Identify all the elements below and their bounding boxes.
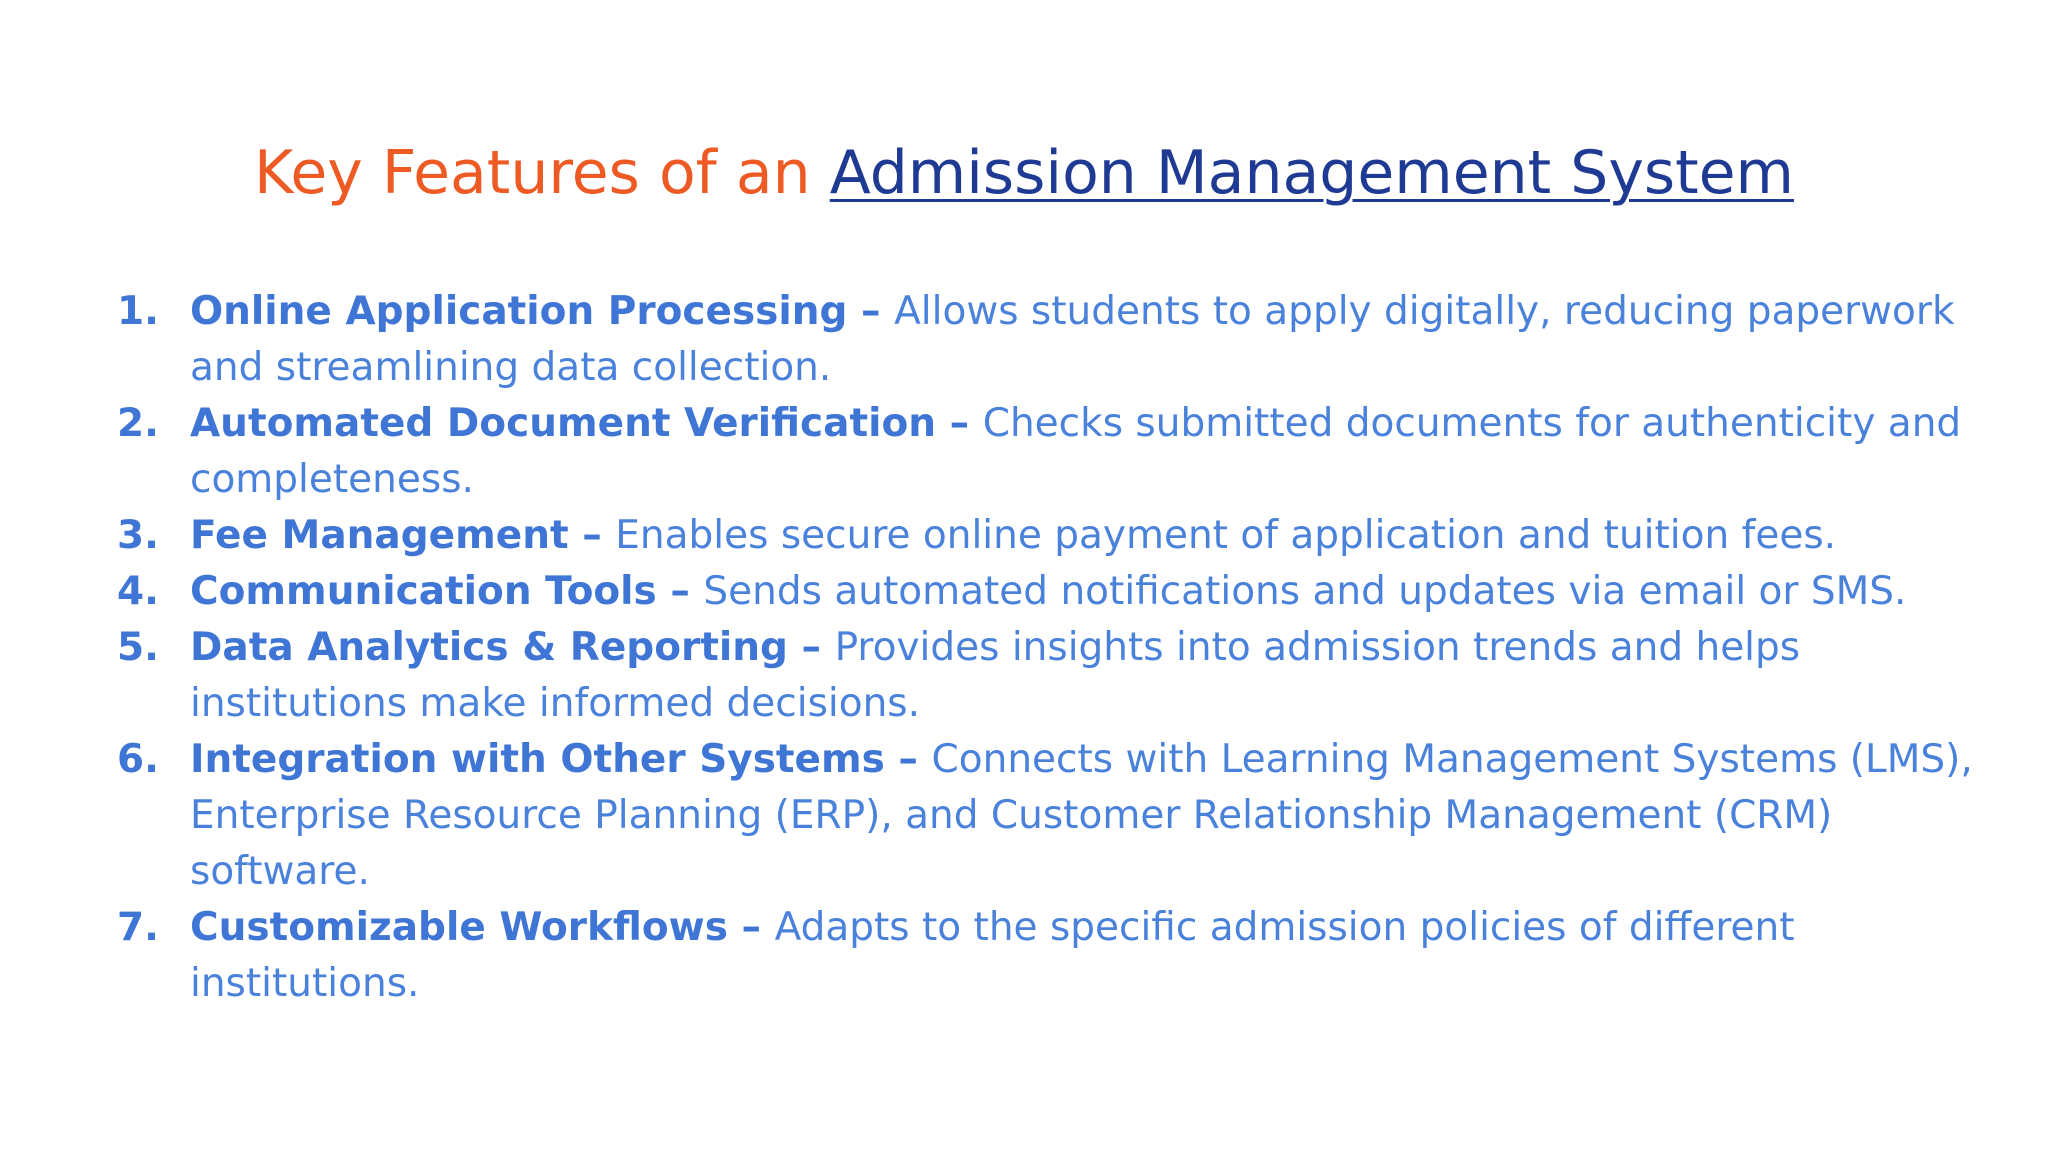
feature-separator: – — [847, 289, 895, 334]
list-item-number: 2. — [117, 401, 159, 446]
page-title — [0, 128, 2048, 218]
title-prefix: Key Features of an — [254, 138, 830, 208]
feature-description: Provides insights into admission trends and helps institutions make informed decisions. — [190, 625, 1801, 726]
list-item-number: 7. — [117, 905, 159, 950]
feature-description: Sends automated notifications and updates via email or SMS. — [703, 569, 1907, 614]
feature-separator: – — [656, 569, 704, 614]
feature-name-customizable-workflows: Customizable Workflows — [190, 905, 728, 950]
feature-separator: – — [884, 737, 932, 782]
list-item-number: 5. — [117, 625, 159, 670]
list-item — [117, 284, 1977, 396]
feature-name-communication-tools: Communication Tools — [190, 569, 657, 614]
list-item — [117, 396, 1977, 508]
feature-description: Enables secure online payment of application and tuition fees. — [615, 513, 1837, 558]
list-item-number: 6. — [117, 737, 159, 782]
feature-name-integration-with-other-systems: Integration with Other Systems — [190, 737, 885, 782]
list-item-number: 1. — [117, 289, 159, 334]
feature-separator: – — [787, 625, 835, 670]
feature-list — [117, 284, 1977, 1012]
list-item — [117, 620, 1977, 732]
feature-separator: – — [727, 905, 775, 950]
feature-name-data-analytics-reporting: Data Analytics & Reporting — [190, 625, 788, 670]
feature-description: Connects with Learning Management Systems (LMS), Enterprise Resource Planning (ERP), and Customer Relationship Management (CRM) software. — [190, 737, 1973, 894]
feature-description: Allows students to apply digitally, reducing paperwork and streamlining data collection. — [190, 289, 1955, 390]
list-item — [117, 508, 1977, 564]
feature-separator: – — [936, 401, 983, 446]
list-item — [117, 732, 1977, 900]
feature-name-automated-document-verification: Automated Document Verification — [190, 401, 937, 446]
list-item — [117, 900, 1977, 1012]
feature-separator: – — [568, 513, 616, 558]
list-item-number: 4. — [117, 569, 159, 614]
feature-name-online-application-processing: Online Application Processing — [190, 289, 848, 334]
list-item-number: 3. — [117, 513, 159, 558]
feature-description: Checks submitted documents for authenticity and completeness. — [190, 401, 1962, 502]
feature-name-fee-management: Fee Management — [190, 513, 569, 558]
admission-management-system-link[interactable]: Admission Management System — [829, 138, 1794, 208]
feature-description: Adapts to the specific admission policies of different institutions. — [190, 905, 1795, 1006]
list-item — [117, 564, 1977, 620]
